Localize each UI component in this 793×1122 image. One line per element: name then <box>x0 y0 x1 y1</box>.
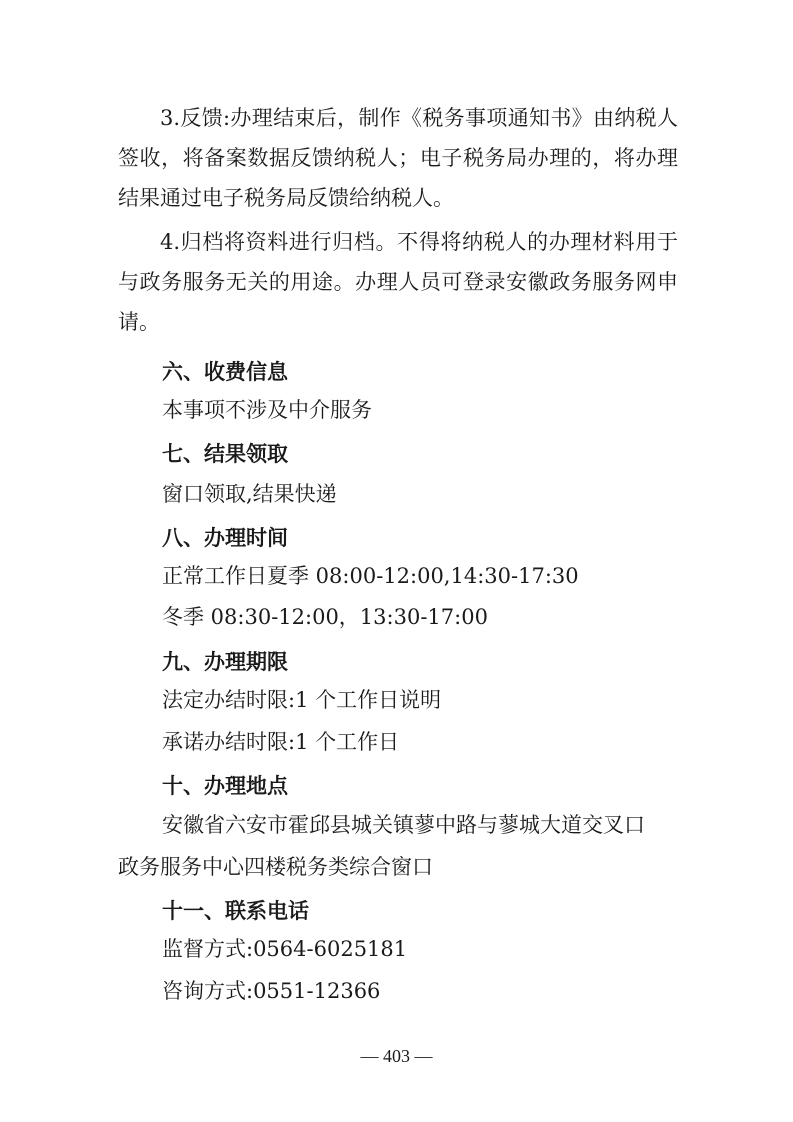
heading-fees: 六、收费信息 <box>162 360 288 384</box>
hours-summer: 正常工作日夏季 08:00-12:00,14:30-17:30 <box>162 564 579 588</box>
result-text: 窗口领取,结果快递 <box>162 482 337 506</box>
paragraph-archive: 4.归档将资料进行归档。不得将纳税人的办理材料用于与政务服务无关的用途。办理人员可登录安徽政务服务网申请。 <box>118 230 678 334</box>
contact-supervise: 监督方式:0564-6025181 <box>162 937 408 961</box>
hours-winter: 冬季 08:30-12:00，13:30-17:00 <box>162 605 488 629</box>
deadline-legal: 法定办结时限:1 个工作日说明 <box>162 688 442 712</box>
heading-deadline: 九、办理期限 <box>162 650 288 674</box>
page-number: — 403 — <box>360 1046 433 1066</box>
heading-hours: 八、办理时间 <box>162 526 288 550</box>
location-line-1: 安徽省六安市霍邱县城关镇蓼中路与蓼城大道交叉口 <box>162 813 645 837</box>
fees-text: 本事项不涉及中介服务 <box>162 398 372 422</box>
contact-consult: 咨询方式:0551-12366 <box>162 979 381 1003</box>
deadline-promised: 承诺办结时限:1 个工作日 <box>162 730 400 754</box>
location-line-2: 政务服务中心四楼税务类综合窗口 <box>118 855 433 879</box>
heading-contact: 十一、联系电话 <box>162 899 309 923</box>
heading-result: 七、结果领取 <box>162 442 288 466</box>
heading-location: 十、办理地点 <box>162 774 288 798</box>
paragraph-feedback: 3.反馈:办理结束后，制作《税务事项通知书》由纳税人签收，将备案数据反馈纳税人；电子税务局办理的，将办理结果通过电子税务局反馈给纳税人。 <box>118 106 678 210</box>
